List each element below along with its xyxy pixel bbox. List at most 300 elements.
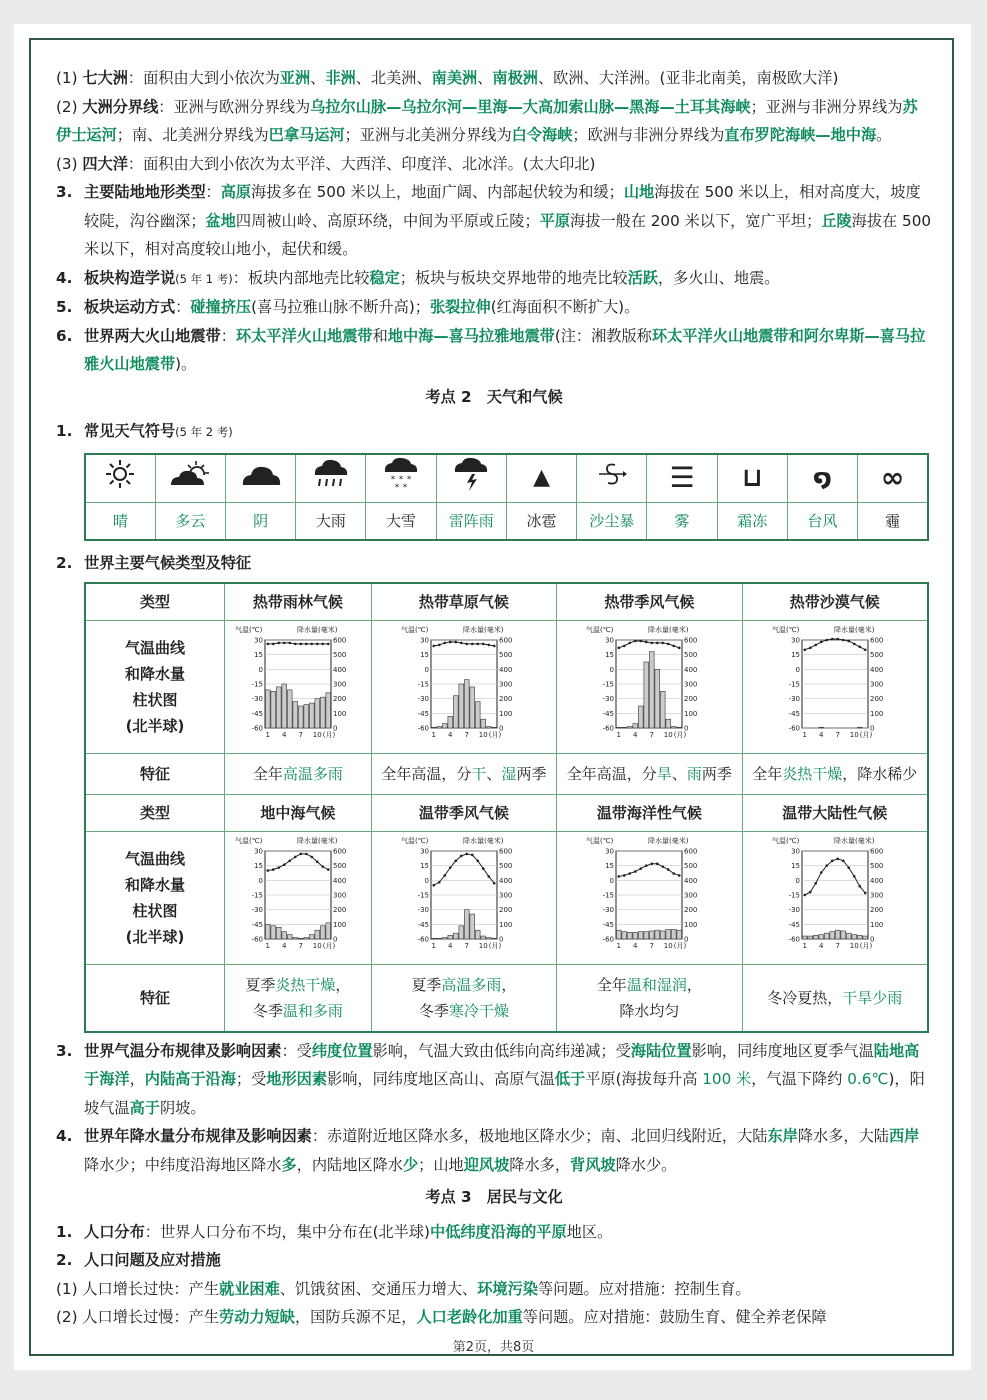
- precipitation-bar: [486, 937, 491, 938]
- right-tick-label: 400: [332, 665, 347, 674]
- temperature-point: [305, 642, 308, 645]
- climate-chart: [399, 833, 529, 955]
- left-tick-label: -45: [602, 920, 615, 929]
- right-tick-label: 200: [332, 694, 347, 703]
- temperature-point: [460, 641, 463, 644]
- temperature-point: [814, 881, 817, 884]
- temperature-point: [656, 862, 659, 865]
- temperature-point: [471, 853, 474, 856]
- temperature-point: [831, 859, 834, 862]
- climate-heading: 2. 世界主要气候类型及特征: [56, 554, 252, 572]
- precipitation-bar: [622, 931, 627, 938]
- precipitation-bar: [271, 691, 276, 728]
- oceans-line: (3) 四大洋：面积由大到小依次为太平洋、大西洋、印度洋、北冰洋。(太大印北): [56, 154, 596, 173]
- right-tick-label: 400: [684, 665, 698, 674]
- left-axis-title: 气温(℃): [771, 625, 800, 634]
- month-label: 10: [664, 730, 674, 739]
- precipitation-bar: [486, 726, 491, 727]
- left-tick-label: 0: [258, 876, 263, 885]
- sun-icon: [85, 454, 155, 503]
- precipitation-bar: [287, 689, 292, 727]
- left-tick-label: 15: [790, 650, 800, 659]
- temperature-point: [831, 637, 834, 640]
- precipitation-bar: [481, 936, 486, 939]
- temperature-point: [673, 872, 676, 875]
- left-tick-label: 0: [258, 665, 263, 674]
- month-label: 10: [478, 941, 488, 950]
- temperature-point: [836, 857, 839, 860]
- weather-label: 晴: [85, 503, 155, 541]
- month-label: 10: [478, 730, 488, 739]
- right-tick-label: 600: [869, 636, 884, 644]
- temperature-point: [853, 642, 856, 645]
- climate-name: 热带草原气候: [371, 583, 556, 621]
- month-label: 7: [464, 730, 469, 739]
- climate-chart: [770, 622, 900, 744]
- precipitation-bar: [835, 930, 840, 939]
- temperature-point: [825, 638, 828, 641]
- left-tick-label: 30: [790, 636, 800, 644]
- climate-chart-cell: [742, 620, 928, 753]
- precipitation-bar: [639, 931, 644, 938]
- weather-label: 大雪: [366, 503, 436, 541]
- right-axis-title: 降水量(毫米): [462, 625, 504, 634]
- precipitation-bar: [437, 938, 442, 939]
- month-label: (月): [859, 941, 872, 950]
- left-tick-label: -30: [602, 905, 615, 914]
- precipitation-bar: [650, 930, 655, 938]
- temperature-point: [288, 641, 291, 644]
- precipitation-bar: [431, 938, 436, 939]
- precipitation-bar: [315, 698, 320, 727]
- temperature-point: [858, 645, 861, 648]
- month-label: 7: [835, 941, 840, 950]
- month-label: 4: [447, 941, 453, 950]
- temperature-point: [662, 641, 665, 644]
- feature-cell: 全年温和湿润， 降水均匀: [557, 964, 742, 1032]
- climate-name: 热带季风气候: [557, 583, 742, 621]
- chart-row-label: 气温曲线 和降水量 柱状图 (北半球): [85, 831, 225, 964]
- right-tick-label: 600: [684, 847, 698, 855]
- right-tick-label: 0: [684, 724, 689, 732]
- left-tick-label: -15: [417, 680, 429, 688]
- right-tick-label: 600: [332, 847, 347, 855]
- temperature-point: [618, 646, 621, 649]
- temperature-point: [836, 637, 839, 640]
- precipitation-bar: [309, 934, 314, 938]
- weather-label: 霾: [858, 503, 928, 541]
- right-tick-label: 300: [332, 891, 347, 899]
- left-axis-title: 气温(℃): [400, 836, 429, 845]
- temperature-point: [656, 641, 659, 644]
- precipitation-bar: [276, 686, 281, 727]
- month-label: (月): [488, 730, 502, 739]
- climate-name: 热带雨林气候: [225, 583, 372, 621]
- month-label: (月): [322, 941, 336, 950]
- month-label: 1: [431, 730, 436, 739]
- left-axis-title: 气温(℃): [771, 836, 800, 845]
- precipitation-bar: [437, 726, 442, 727]
- precipitation-bar: [644, 931, 649, 938]
- temperature-point: [327, 642, 330, 645]
- weather-heading: 1. 常见天气符号(5 年 2 考): [56, 422, 233, 440]
- month-label: 7: [298, 730, 303, 739]
- right-tick-label: 0: [498, 724, 504, 732]
- left-tick-label: 30: [253, 636, 263, 644]
- precipitation-bar: [304, 937, 309, 938]
- temperature-point: [864, 648, 867, 651]
- precipitation-bar: [309, 703, 314, 728]
- month-label: 7: [649, 730, 655, 739]
- right-tick-label: 200: [869, 694, 884, 703]
- precipitation-bar: [819, 934, 824, 938]
- left-axis-title: 气温(℃): [400, 625, 429, 634]
- left-tick-label: 0: [609, 876, 615, 885]
- left-tick-label: -60: [417, 935, 429, 943]
- temperature-point: [667, 642, 670, 645]
- left-tick-label: -15: [788, 891, 800, 899]
- right-tick-label: 200: [498, 905, 513, 914]
- temperature-point: [640, 639, 643, 642]
- section-title-population: 考点 3 居民与文化: [425, 1188, 563, 1206]
- right-tick-label: 300: [498, 891, 513, 899]
- right-tick-label: 200: [332, 905, 347, 914]
- temperature-point: [842, 638, 845, 641]
- plate-theory-item: 4. 板块构造学说(5 年 1 考)：板块内部地壳比较稳定；板块与板块交界地带的地壳比较活跃，多火山、地震。: [56, 268, 780, 287]
- temperature-point: [465, 852, 468, 855]
- precipitation-bar: [315, 930, 320, 939]
- hail-icon: ▲: [506, 454, 576, 503]
- precipitation-bar: [622, 727, 627, 728]
- temperature-point: [321, 865, 324, 868]
- right-tick-label: 0: [498, 935, 504, 943]
- sandstorm-icon: [577, 454, 647, 503]
- weather-label-row: [85, 503, 928, 541]
- weather-label: 大雨: [296, 503, 366, 541]
- left-tick-label: -30: [788, 694, 800, 703]
- precipitation-bar: [304, 704, 309, 727]
- temperature-point: [678, 874, 681, 877]
- svg-text:*: *: [390, 474, 396, 485]
- month-label: 4: [633, 730, 638, 739]
- precipitation-bar: [448, 935, 453, 939]
- precipitation-bar: [265, 689, 270, 727]
- precipitation-bar: [617, 727, 622, 728]
- temperature-line: [805, 858, 866, 894]
- type-header: 类型: [85, 794, 225, 831]
- precipitation-bar: [459, 925, 464, 938]
- frost-icon: ⊔: [717, 454, 787, 503]
- left-tick-label: 0: [609, 665, 615, 674]
- right-tick-label: 100: [332, 709, 347, 718]
- precipitation-bar: [298, 938, 303, 939]
- temperature-point: [438, 643, 441, 646]
- temperature-point: [465, 642, 468, 645]
- month-label: 7: [464, 941, 469, 950]
- precipitation-bar: [326, 692, 331, 727]
- right-tick-label: 600: [684, 636, 698, 644]
- precipitation-bar: [271, 925, 276, 938]
- temperature-point: [629, 641, 632, 644]
- temperature-point: [825, 864, 828, 867]
- temperature-point: [272, 868, 275, 871]
- precipitation-bar: [282, 931, 287, 938]
- precipitation-bar: [661, 691, 666, 728]
- climate-chart: [233, 833, 363, 955]
- climate-chart-cell: [371, 831, 556, 964]
- temperature-point: [651, 641, 654, 644]
- temperature-point: [266, 642, 269, 645]
- temperature-line: [268, 853, 329, 870]
- precipitation-bar: [819, 727, 824, 728]
- weather-label: 冰雹: [506, 503, 576, 541]
- left-tick-label: -30: [251, 694, 263, 703]
- precipitation-item: 4. 世界年降水量分布规律及影响因素：赤道附近地区降水多，极地地区降水少；南、北回归线附近，大陆东岸降水多，大陆西岸降水少；中纬度沿海地区降水多，内陆地区降水少；山地迎风坡降水多，背风坡降水少。: [56, 1127, 920, 1174]
- climate-chart: [770, 833, 900, 955]
- precipitation-bar: [453, 933, 458, 939]
- temperature-point: [640, 867, 643, 870]
- left-tick-label: -45: [417, 920, 429, 929]
- month-label: 4: [281, 941, 287, 950]
- right-tick-label: 500: [498, 861, 513, 870]
- precipitation-bar: [644, 662, 649, 728]
- temperature-point: [310, 855, 313, 858]
- month-label: 4: [818, 730, 824, 739]
- temperature-point: [820, 871, 823, 874]
- feature-header: 特征: [85, 964, 225, 1032]
- right-tick-label: 0: [869, 724, 875, 732]
- month-label: 1: [616, 941, 622, 950]
- temperature-point: [294, 855, 297, 858]
- thunderstorm-icon: [436, 454, 506, 503]
- page-footer: 第2页，共8页: [452, 1340, 535, 1355]
- left-tick-label: 30: [605, 636, 615, 644]
- month-label: (月): [322, 730, 336, 739]
- heavy-rain-icon: [296, 454, 366, 503]
- typhoon-icon: ໑: [787, 454, 857, 503]
- temperature-point: [305, 852, 308, 855]
- temperature-point: [321, 642, 324, 645]
- weather-label: 阴: [225, 503, 295, 541]
- right-tick-label: 600: [498, 636, 513, 644]
- left-tick-label: 30: [605, 847, 615, 855]
- temperature-point: [662, 865, 665, 868]
- right-tick-label: 600: [498, 847, 513, 855]
- right-tick-label: 200: [869, 905, 884, 914]
- temperature-point: [493, 644, 496, 647]
- right-tick-label: 0: [332, 724, 338, 732]
- month-label: (月): [488, 941, 502, 950]
- temperature-point: [266, 869, 269, 872]
- temperature-point: [847, 866, 850, 869]
- left-tick-label: -45: [417, 709, 429, 718]
- right-tick-label: 300: [684, 680, 698, 688]
- climate-chart-cell: [371, 620, 556, 753]
- fog-icon: ☰: [647, 454, 717, 503]
- right-tick-label: 500: [332, 861, 347, 870]
- climate-chart-cell: [225, 831, 372, 964]
- feature-cell: 夏季高温多雨， 冬季寒冷干燥: [371, 964, 556, 1032]
- climate-chart-cell: [742, 831, 928, 964]
- precipitation-bar: [293, 701, 298, 727]
- precipitation-bar: [628, 932, 633, 939]
- temperature-line: [434, 641, 495, 645]
- feature-cell: 全年高温多雨: [225, 753, 372, 794]
- population-distribution-item: 1. 人口分布：世界人口分布不均，集中分布在(北半球)中低纬度沿海的平原地区。: [56, 1222, 613, 1241]
- precipitation-bar: [265, 924, 270, 939]
- left-tick-label: -30: [602, 694, 615, 703]
- right-tick-label: 300: [498, 680, 513, 688]
- right-tick-label: 200: [684, 905, 698, 914]
- precipitation-bar: [830, 931, 835, 938]
- temperature-point: [449, 866, 452, 869]
- left-tick-label: 15: [790, 861, 800, 870]
- svg-text:*: *: [398, 474, 404, 485]
- precipitation-bar: [326, 922, 331, 938]
- temperature-point: [487, 875, 490, 878]
- left-axis-title: 气温(℃): [586, 625, 614, 634]
- precipitation-bar: [320, 925, 325, 938]
- temperature-point: [471, 642, 474, 645]
- right-tick-label: 500: [869, 650, 884, 659]
- right-tick-label: 500: [332, 650, 347, 659]
- weather-label: 雾: [647, 503, 717, 541]
- precipitation-bar: [459, 684, 464, 728]
- left-tick-label: -60: [251, 935, 263, 943]
- precipitation-bar: [470, 686, 475, 727]
- month-label: 10: [664, 941, 674, 950]
- right-tick-label: 200: [498, 694, 513, 703]
- month-label: 1: [265, 730, 270, 739]
- left-tick-label: -15: [602, 680, 615, 688]
- right-axis-title: 降水量(毫米): [296, 836, 338, 845]
- left-tick-label: -15: [251, 891, 263, 899]
- temperature-line: [619, 640, 680, 647]
- precipitation-bar: [464, 909, 469, 938]
- feature-cell: 全年高温，分旱、雨两季: [557, 753, 742, 794]
- month-label: 7: [298, 941, 303, 950]
- precipitation-bar: [475, 701, 480, 727]
- precipitation-bar: [802, 936, 807, 939]
- month-label: 4: [818, 941, 824, 950]
- volcano-belt-item: 6. 世界两大火山地震带：环太平洋火山地震带和地中海—喜马拉雅地震带(注：湘教版称环太平洋火山地震带和阿尔卑斯—喜马拉雅火山地震带)。: [56, 326, 926, 373]
- page-content: [56, 64, 932, 1332]
- climate-name: 热带沙漠气候: [742, 583, 928, 621]
- temperature-point: [809, 890, 812, 893]
- precipitation-bar: [655, 930, 660, 939]
- left-tick-label: 15: [253, 650, 263, 659]
- weather-label: 多云: [155, 503, 225, 541]
- left-tick-label: 0: [795, 665, 800, 674]
- left-tick-label: -60: [251, 724, 263, 732]
- left-axis-title: 气温(℃): [234, 836, 263, 845]
- temperature-point: [288, 859, 291, 862]
- climate-chart: [399, 622, 529, 744]
- precipitation-bar: [287, 934, 292, 938]
- temperature-point: [454, 859, 457, 862]
- left-tick-label: 30: [420, 847, 429, 855]
- left-tick-label: -15: [417, 891, 429, 899]
- precipitation-bar: [282, 684, 287, 728]
- precipitation-bar: [808, 936, 813, 939]
- temperature-point: [487, 643, 490, 646]
- left-tick-label: -60: [602, 935, 615, 943]
- left-tick-label: -30: [788, 905, 800, 914]
- temperature-point: [814, 643, 817, 646]
- temperature-point: [449, 640, 452, 643]
- feature-cell: 全年炎热干燥，降水稀少: [742, 753, 928, 794]
- climate-chart-cell: [557, 831, 742, 964]
- left-tick-label: 30: [420, 636, 429, 644]
- right-tick-label: 100: [332, 920, 347, 929]
- precipitation-bar: [276, 927, 281, 939]
- left-tick-label: -45: [788, 709, 800, 718]
- right-tick-label: 100: [869, 709, 884, 718]
- right-tick-label: 300: [869, 891, 884, 899]
- precipitation-bar: [633, 932, 638, 939]
- precipitation-bar: [852, 934, 857, 938]
- climate-chart-cell: [225, 620, 372, 753]
- precipitation-bar: [470, 914, 475, 939]
- right-tick-label: 400: [498, 665, 513, 674]
- precipitation-bar: [464, 679, 469, 727]
- month-label: (月): [674, 730, 687, 739]
- precipitation-bar: [846, 933, 851, 939]
- temperature-point: [310, 642, 313, 645]
- month-label: 4: [447, 730, 453, 739]
- climate-table: [84, 582, 929, 1033]
- climate-name: 温带大陆性气候: [742, 794, 928, 831]
- temperature-point: [623, 874, 626, 877]
- month-label: (月): [674, 941, 687, 950]
- precipitation-bar: [320, 697, 325, 728]
- left-tick-label: -60: [417, 724, 429, 732]
- temperature-point: [283, 641, 286, 644]
- temperature-point: [864, 891, 867, 894]
- right-tick-label: 100: [684, 709, 698, 718]
- feature-cell: 全年高温，分干、湿两季: [371, 753, 556, 794]
- right-tick-label: 500: [684, 861, 698, 870]
- right-tick-label: 500: [684, 650, 698, 659]
- population-growth-fast: (1) 人口增长过快：产生就业困难、饥饿贫困、交通压力增大、环境污染等问题。应对措施：控制生育。: [56, 1279, 751, 1298]
- temperature-point: [277, 641, 280, 644]
- precipitation-bar: [666, 719, 671, 728]
- month-label: 10: [849, 730, 859, 739]
- left-tick-label: -60: [788, 724, 800, 732]
- right-tick-label: 200: [684, 694, 698, 703]
- left-tick-label: -60: [788, 935, 800, 943]
- left-tick-label: -60: [602, 724, 615, 732]
- temperature-point: [645, 640, 648, 643]
- right-tick-label: 400: [869, 665, 884, 674]
- precipitation-bar: [475, 930, 480, 939]
- temperature-point: [820, 640, 823, 643]
- temperature-point: [277, 866, 280, 869]
- month-label: 10: [312, 730, 322, 739]
- precipitation-bar: [857, 727, 862, 728]
- temperature-point: [327, 868, 330, 871]
- temperature-point: [803, 648, 806, 651]
- month-label: 10: [849, 941, 859, 950]
- left-axis-title: 气温(℃): [586, 836, 614, 845]
- month-label: 1: [431, 941, 436, 950]
- precipitation-bar: [442, 937, 447, 938]
- precipitation-bar: [841, 930, 846, 938]
- left-tick-label: -45: [788, 920, 800, 929]
- temperature-point: [493, 881, 496, 884]
- continents-line: (1) 七大洲：面积由大到小依次为亚洲、非洲、北美洲、南美洲、南极洲、欧洲、大洋洲。(亚非北南美，南极欧大洋): [56, 69, 839, 87]
- right-tick-label: 300: [869, 680, 884, 688]
